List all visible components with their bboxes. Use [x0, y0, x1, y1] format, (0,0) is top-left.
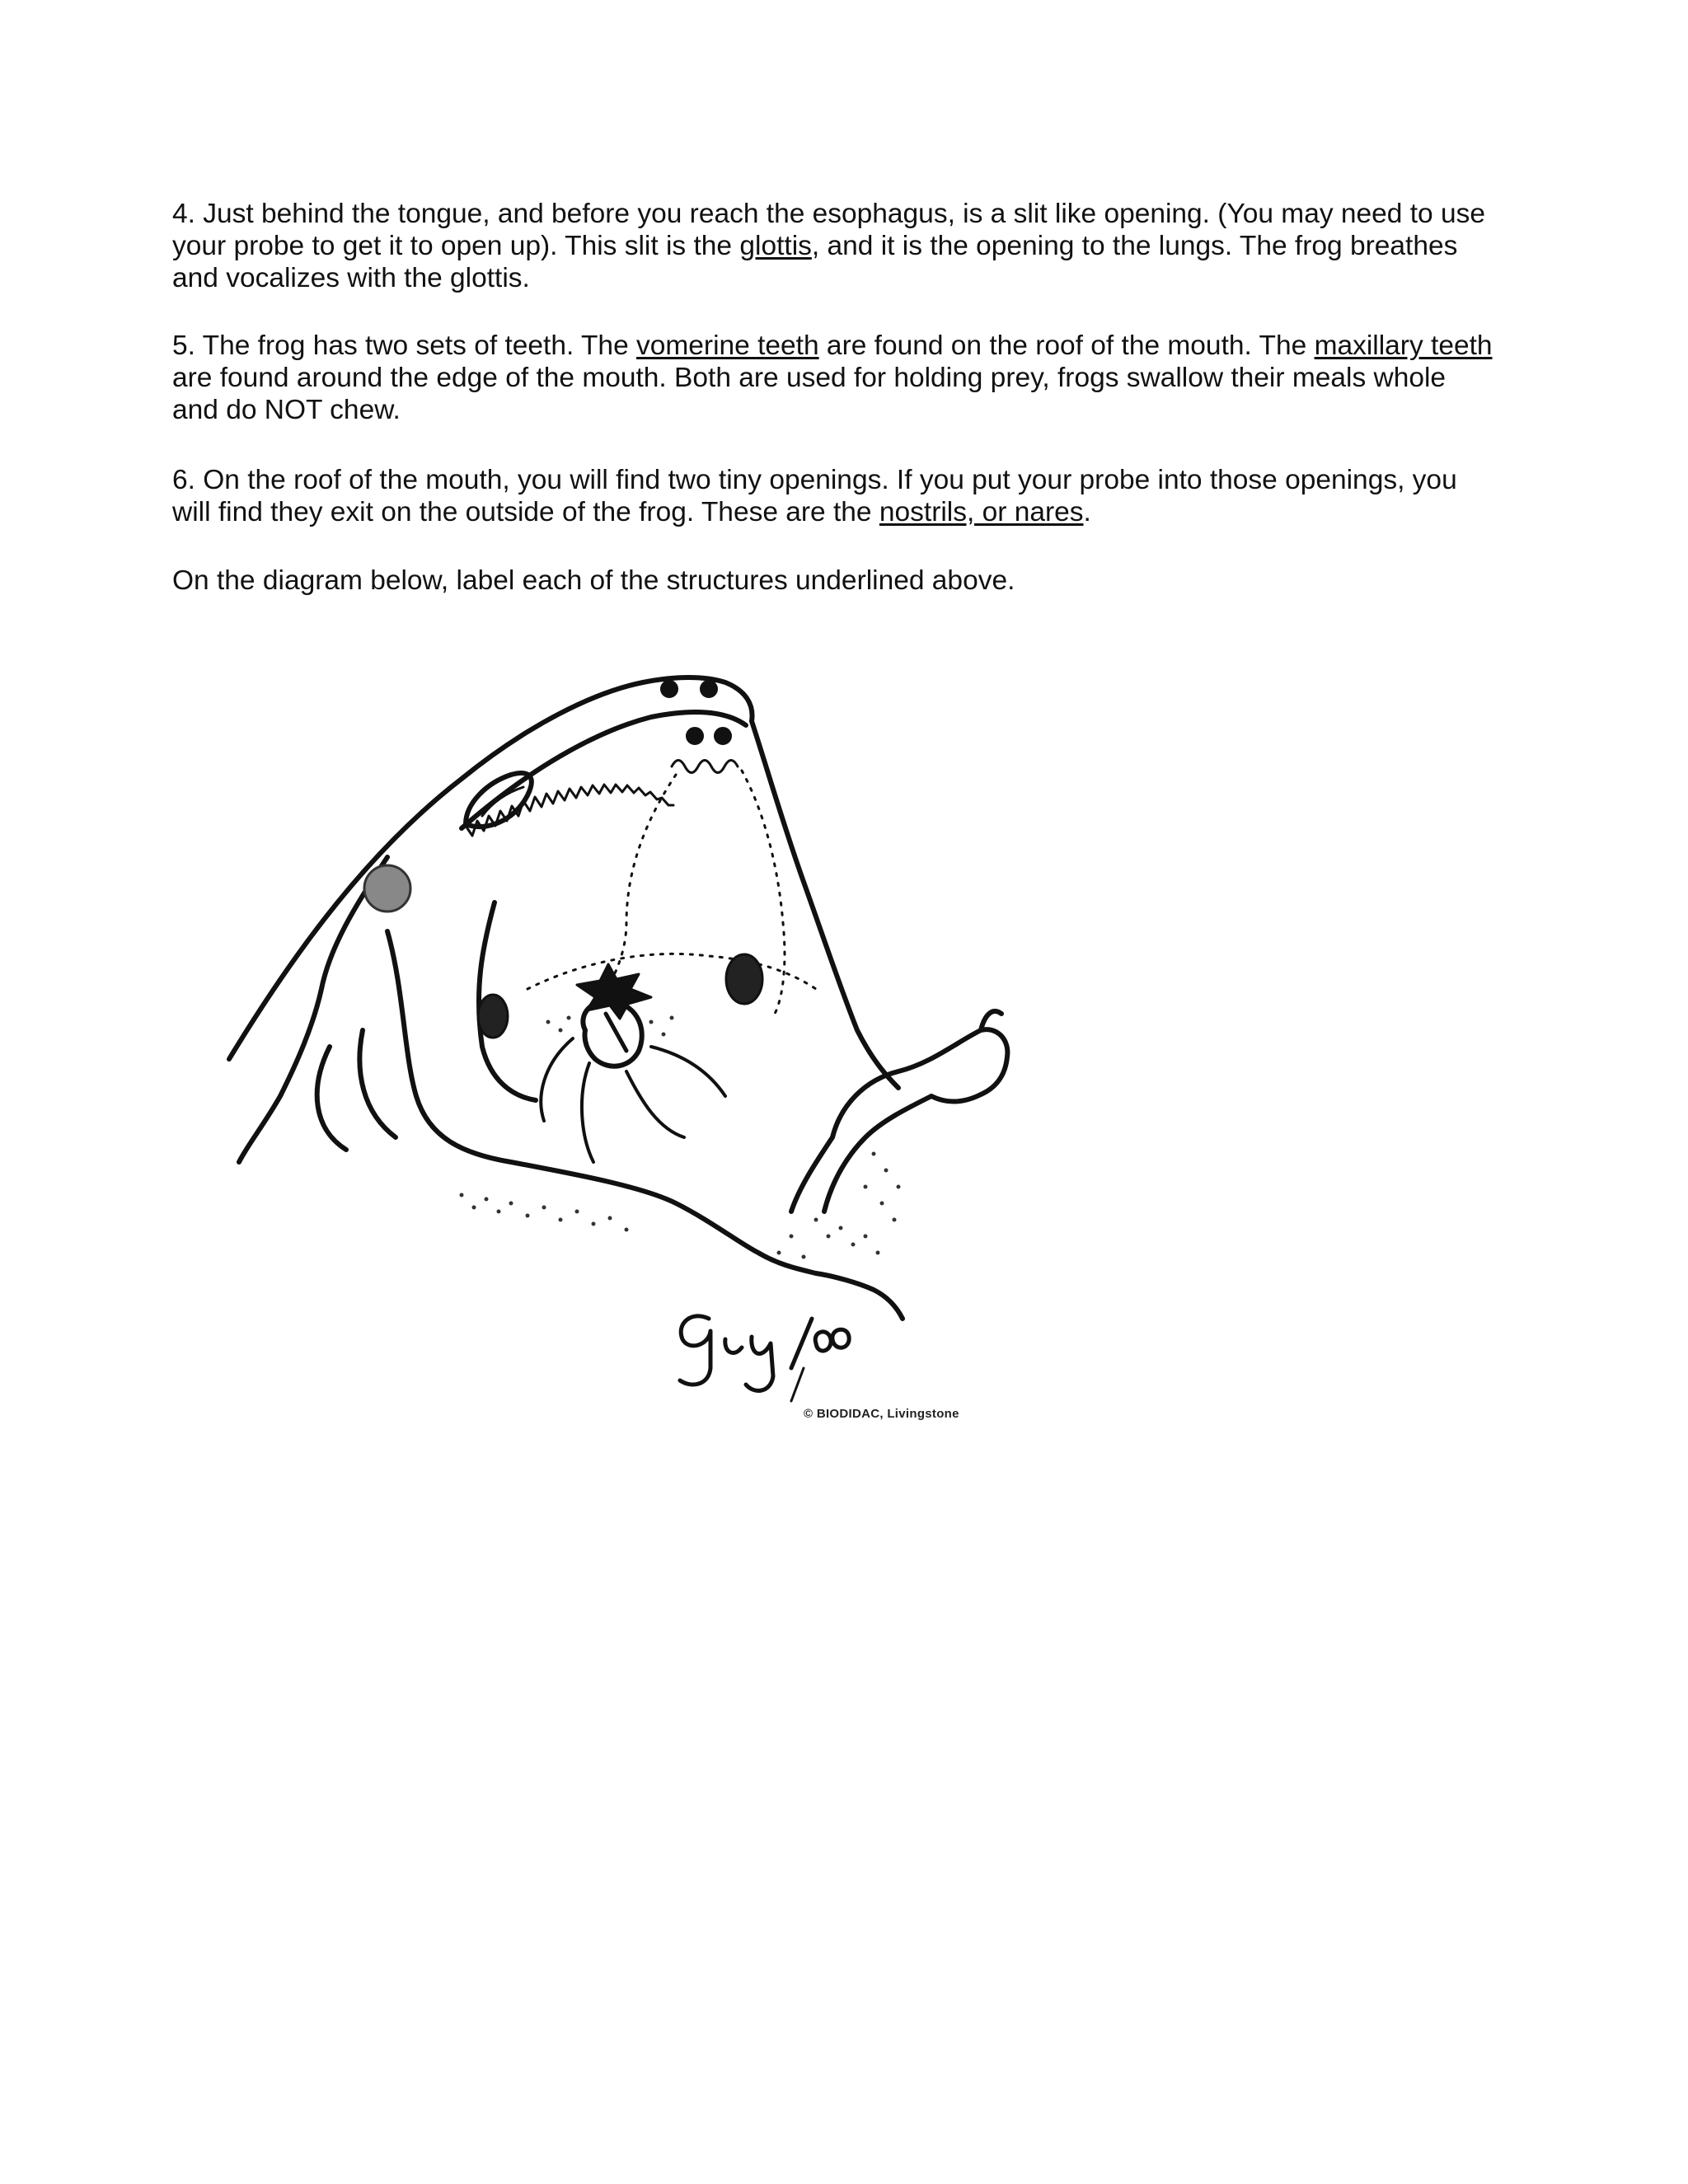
- tympanum: [364, 865, 410, 912]
- para4-text-2: , and it is the opening to the lungs. The frog breathes and vocalizes with the glottis.: [172, 231, 1458, 293]
- maxillary-teeth: [466, 785, 673, 836]
- para6-text-2: .: [1083, 497, 1091, 527]
- frog-mouth-diagram: [214, 659, 1014, 1451]
- palate-squiggle: [672, 761, 738, 773]
- signature-underline: [791, 1368, 804, 1401]
- vomerine-teeth-left: [478, 995, 508, 1038]
- glottis-slit: [606, 1014, 626, 1051]
- para5-text-3: are found around the edge of the mouth. Both are used for holding prey, frogs swallow their meals whole and do NOT chew.: [172, 363, 1447, 425]
- instruction-text: On the diagram below, label each of the structures underlined above.: [172, 565, 1015, 596]
- inner-naris-right: [716, 729, 729, 743]
- tongue: [791, 1011, 1007, 1212]
- image-credit: © BIODIDAC, Livingstone: [804, 1407, 959, 1421]
- naris-right: [702, 682, 715, 696]
- inner-naris-left: [688, 729, 701, 743]
- signature: [680, 1316, 849, 1391]
- paragraph-teeth: [172, 330, 1499, 426]
- palate-outline: [528, 771, 816, 1014]
- para6-text-1: 6. On the roof of the mouth, you will find two tiny openings. If you put your probe into those openings, you will find they exit on the outside of the frog. These are the: [172, 465, 1457, 527]
- naris-left: [663, 682, 676, 696]
- para5-text-2: are found on the roof of the mouth. The: [818, 330, 1315, 361]
- lower-jaw-outline: [387, 931, 903, 1319]
- throat-fold-1: [317, 1047, 346, 1150]
- upper-jaw-inner-edge: [462, 712, 746, 828]
- term-maxillary-teeth: maxillary teeth: [1314, 330, 1493, 361]
- term-vomerine-teeth: vomerine teeth: [636, 330, 819, 361]
- paragraph-glottis: [172, 198, 1499, 294]
- vomerine-teeth-right: [726, 954, 762, 1004]
- term-nares: nostrils, or nares: [879, 497, 1084, 527]
- term-glottis: glottis: [739, 231, 812, 261]
- para4-text-1: 4. Just behind the tongue, and before you reach the esophagus, is a slit like opening. (You may need to use your probe to get it to open up). This slit is the: [172, 199, 1485, 261]
- mouth-roof-right: [752, 721, 898, 1088]
- paragraph-nares: [172, 464, 1499, 528]
- para5-text-1: 5. The frog has two sets of teeth. The: [172, 330, 637, 361]
- throat-fold-2: [359, 1030, 396, 1137]
